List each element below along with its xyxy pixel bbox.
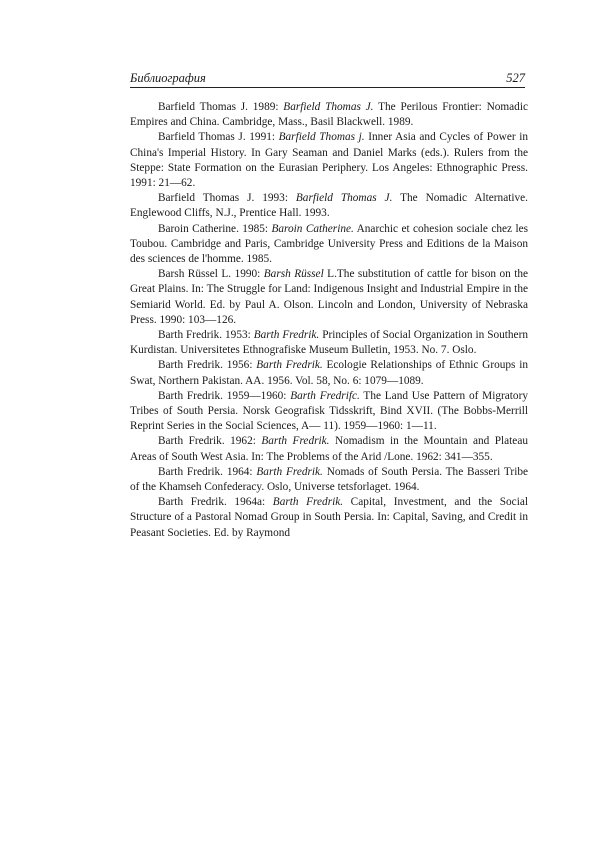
bibliography-entry: Barfield Thomas J. 1989: Barfield Thomas J. The Perilous Frontier: Nomadic Empires and China. Cambridge, Mass., Basil Blackwell. 1989.	[130, 101, 528, 129]
bibliography-entry: Barth Fredrik. 1953: Barth Fredrik. Principles of Social Organization in Southern Kurdistan. Universitetes Ethnografiske Museum Bulletin, 1953. No. 7. Oslo.	[130, 329, 528, 357]
bibliography-list	[130, 100, 528, 541]
bibliography-entry: Barth Fredrik. 1959—1960: Barth Fredrifc. The Land Use Pattern of Migratory Tribes of South Persia. Norsk Geografisk Tidsskrift, Bind XVII. (The Bobbs-Merrill Reprint Series in the Social Sciences, A— 11). 1959—1960: 1—11.	[130, 389, 528, 433]
bibliography-entry: Barth Fredrik. 1956: Barth Fredrik. Ecologie Relationships of Ethnic Groups in Swat, Northern Pakistan. AA. 1956. Vol. 58, No. 6: 1079—1089.	[130, 359, 528, 387]
bibliography-entry: Barfield Thomas J. 1993: Barfield Thomas J. The Nomadic Alternative. Englewood Cliffs, N.J., Prentice Hall. 1993.	[130, 192, 528, 220]
bibliography-entry: Baroin Catherine. 1985: Baroin Catherine. Anarchic et cohesion sociale chez les Toubou. Cambridge and Paris, Cambridge University Press and Editions de la Maison des sciences de l'homme. 1985.	[130, 222, 528, 266]
bibliography-entry: Barth Fredrik. 1964a: Barth Fredrik. Capital, Investment, and the Social Structure of a Pastoral Nomad Group in South Persia. In: Capital, Saving, and Credit in Peasant Societies. Ed. by Raymond	[130, 496, 528, 539]
bibliography-entry: Barth Fredrik. 1964: Barth Fredrik. Nomads of South Persia. The Basseri Tribe of the Khamseh Confederacy. Oslo, Universe tetsforlaget. 1964.	[130, 465, 528, 494]
bibliography-entry: Barfield Thomas J. 1991: Barfield Thomas j. Inner Asia and Cycles of Power in China's Imperial History. In Gary Seaman and Daniel Marks (eds.). Rulers from the Steppe: State Formation on the Eurasian Periphery. Los Angeles: Ethnographic Press. 1991: 21—62.	[130, 131, 528, 190]
page-number: 527	[506, 71, 525, 85]
section-title: Библиография	[130, 71, 206, 85]
bibliography-entry: Barsh Rüssel L. 1990: Barsh Rüssel L.The substitution of cattle for bison on the Great Plains. In: The Struggle for Land: Indigenous Insight and Industrial Empire in the Semiarid World. Ed. by Paul A. Olson. Lincoln and London, University of Nebraska Press. 1990: 103—126.	[130, 268, 528, 326]
running-header	[130, 70, 525, 88]
bibliography-entry: Barth Fredrik. 1962: Barth Fredrik. Nomadism in the Mountain and Plateau Areas of South West Asia. In: The Problems of the Arid /Lone. 1962: 341—355.	[130, 435, 528, 463]
